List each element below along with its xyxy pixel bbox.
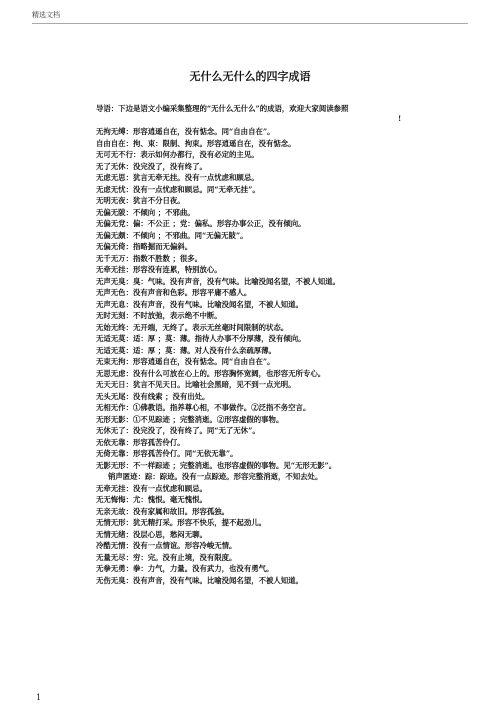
idiom-entry: 无倚无靠：形容孤苦伶仃。同“无依无靠”。 [96, 449, 238, 458]
idiom-entry: 无时无刻：不时放弛，表示绝不中断。 [96, 311, 222, 320]
idiom-entry: 无偏无倚：指略掘而无偏斜。 [96, 242, 193, 251]
idiom-entry: 无休无了：没完没了，没有终了。同“无了无休”。 [96, 426, 260, 435]
idiom-entry: 无适无莫：适：厚 ；莫：薄。指待人办事不分厚薄，没有倾向。 [96, 334, 306, 343]
idiom-entry: 无适无莫：适：厚 ；莫：薄。对人没有什么亲疏厚薄。 [96, 345, 276, 355]
idiom-entry: 无情无形：犹无精打采。形容不快乐，提不起劲儿。 [96, 518, 266, 527]
idiom-entry: 无千无万：指数不胜数 ；很多。 [96, 253, 203, 263]
idiom-entry: 无声无息：没有声音，没有气味。比喻没闻名望，不被人知道。 [96, 299, 303, 309]
idiom-list [96, 126, 426, 586]
idiom-entry: 销声匿迹：踪：踪迹。没有一点踪迹。形容完整消逝，不知去处。 [108, 472, 323, 481]
idiom-entry: 无了无休：没完没了，没有终了。 [96, 161, 207, 171]
idiom-entry: 无拘无缚：形容逍遥自在，没有惦念。同“自由自在”。 [96, 127, 275, 136]
idiom-entry: 无偏无党：偏：不公正 ；党：偏私。形容办事公正，没有倾向。 [96, 219, 306, 228]
idiom-entry: 无牵无挂：形容没有连累，特别放心。 [96, 265, 222, 274]
idiom-entry: 无头无尾：没有线索 ；没有出处。 [96, 391, 210, 401]
page-number: 1 [36, 693, 42, 702]
idiom-entry: 无思无虑：没有什么可放在心上的。形容胸怀宽阔，也形容无所专心。 [96, 368, 326, 378]
idiom-entry: 无亲无故：没有家属和故旧。形容孤独。 [96, 506, 230, 516]
idiom-entry: 无虑无忧：没有一点忧虑和顾忌。同“无牵无挂”。 [96, 184, 260, 194]
idiom-entry: 无伤无臭：没有声音，没有气味。比喻没闻名望，不被人知道。 [96, 575, 303, 585]
idiom-entry: 无拳无勇：拳：力气，力量。没有武力，也没有勇气。 [96, 564, 274, 573]
idiom-entry: 无牵无挂：没有一点忧虑和顾忌。 [96, 483, 207, 493]
idiom-entry: 无明无夜：犹言不分日夜。 [96, 196, 185, 205]
intro-end-mark: ! [398, 114, 402, 123]
idiom-entry: 无束无拘：形容逍遥自在，没有惦念。同“自由自在”。 [96, 357, 275, 366]
idiom-entry: 无偏无陂：不倾向 ；不邪曲。 [96, 207, 195, 217]
idiom-entry: 无依无靠：形容孤苦伶仃。 [96, 437, 185, 447]
idiom-entry: 无可无不行：表示如何办都行，没有必定的主见。 [96, 150, 259, 159]
intro-paragraph: 导语：下边是语文小编采集整理的“无什么无什么”的成语，欢迎大家阅读参照 [96, 104, 349, 113]
idiom-entry: 无相无作：①佛教语。指养尊心相，不事做作。②泛指不务空言。 [96, 403, 311, 412]
idiom-entry: 无无悔悔：尤：愧恨。毫无愧恨。 [96, 495, 207, 504]
idiom-entry: 无形无影：①不见踪迹 ；完整消逝。②形容虚假的事物。 [96, 414, 284, 424]
header-label: 精选文档 [32, 11, 60, 19]
idiom-entry: 无情无绪：没层心思，愁闷无聊。 [96, 529, 207, 539]
idiom-entry: 无虑无思：犹言无牵无挂。没有一点忧虑和顾忌。 [96, 173, 259, 182]
idiom-entry: 自由自在：拘、束：限制、拘束。形容逍遥自在，没有惦念。 [96, 138, 296, 148]
idiom-entry: 无影无形：不一样踪迹 ；完整消逝。也形容虚假的事物。见“无形无影”。 [96, 460, 337, 470]
document-title: 无什么无什么的四字成语 [189, 70, 311, 83]
idiom-entry: 无声无臭：臭：气味。没有声音，没有气味。比喻没闻名望，不被人知道。 [96, 276, 340, 286]
idiom-entry: 无始无终：无开端，无终了。表示无丝毫时间限制的状态。 [96, 322, 289, 332]
idiom-entry: 无天无日：犹言不见天日。比喻社会黑暗，见不到一点光明。 [96, 380, 296, 389]
idiom-entry: 冷酷无情：没有一点情谊。形容冷峻无情。 [96, 541, 237, 550]
idiom-entry: 无量无尽：穷：完。没有止境，没有限度。 [96, 552, 237, 562]
document-header [32, 10, 468, 24]
idiom-entry: 无偏无颇：不倾向 ；不邪曲。同“无偏无陂”。 [96, 230, 248, 240]
idiom-entry: 无声无色：没有声音和色彩。形容平庸不感人。 [96, 288, 252, 297]
